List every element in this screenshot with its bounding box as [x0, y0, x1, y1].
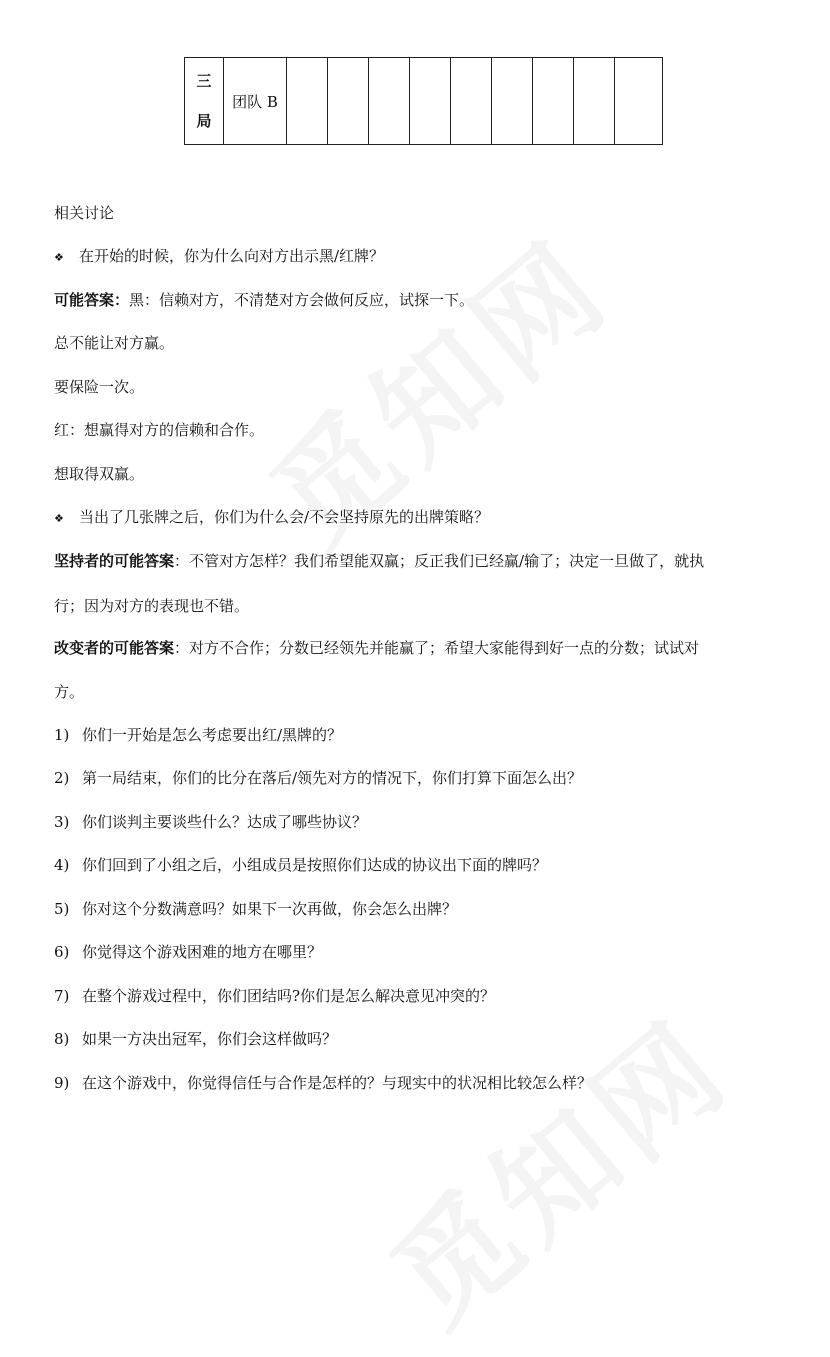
score-cell: [533, 58, 574, 145]
list-number: 5): [54, 900, 70, 918]
list-item: [54, 1073, 592, 1093]
answer-text: ：不管对方怎样？我们希望能双赢；反正我们已经赢/输了；决定一旦做了，就执: [174, 552, 705, 570]
list-number: 8): [54, 1030, 70, 1048]
score-cell: [328, 58, 369, 145]
list-text: 第一局结束，你们的比分在落后/领先对方的情况下，你们打算下面怎么出？: [82, 769, 583, 787]
list-text: 在整个游戏过程中，你们团结吗?你们是怎么解决意见冲突的？: [82, 987, 496, 1005]
score-cell: [615, 58, 663, 145]
answer-line: 行；因为对方的表现也不错。: [54, 597, 250, 615]
score-cell: [492, 58, 533, 145]
answer-line: 总不能让对方赢。: [54, 334, 175, 352]
list-item: [54, 1029, 337, 1049]
answer-text: 黑：信赖对方，不清楚对方会做何反应，试探一下。: [129, 291, 475, 309]
list-text: 你觉得这个游戏困难的地方在哪里？: [82, 943, 323, 961]
list-text: 你们谈判主要谈些什么？达成了哪些协议？: [82, 813, 368, 831]
list-number: 7): [54, 987, 70, 1005]
list-item: [54, 768, 582, 788]
list-number: 3): [54, 813, 70, 831]
list-item: [54, 725, 342, 745]
score-cell: [574, 58, 615, 145]
list-item: [54, 855, 547, 875]
diamond-bullet-icon: ❖: [54, 251, 64, 264]
list-number: 6): [54, 943, 70, 961]
list-number: 1): [54, 726, 70, 744]
answer-line: [54, 638, 699, 658]
answer-line: 要保险一次。: [54, 378, 145, 396]
round-label-char: 三: [196, 72, 212, 90]
answer-line: 红：想赢得对方的信赖和合作。: [54, 421, 265, 439]
list-item: [54, 899, 457, 919]
list-number: 4): [54, 856, 70, 874]
question-text: 在开始的时候，你为什么向对方出示黑/红牌？: [79, 247, 385, 265]
list-text: 你们一开始是怎么考虑要出红/黑牌的？: [82, 726, 343, 744]
team-cell: 团队 B: [224, 58, 287, 145]
list-text: 如果一方决出冠军，你们会这样做吗？: [82, 1030, 338, 1048]
answer-text: ：对方不合作；分数已经领先并能赢了；希望大家能得到好一点的分数；试试对: [174, 639, 700, 657]
question-bullet-2: [54, 507, 489, 529]
section-title: 相关讨论: [54, 204, 115, 222]
question-bullet-1: [54, 246, 384, 268]
list-number: 2): [54, 769, 70, 787]
list-text: 你对这个分数满意吗？如果下一次再做，你会怎么出牌？: [82, 900, 458, 918]
list-number: 9): [54, 1074, 70, 1092]
question-text: 当出了几张牌之后，你们为什么会/不会坚持原先的出牌策略？: [79, 508, 490, 526]
list-item: [54, 942, 322, 962]
list-text: 在这个游戏中，你觉得信任与合作是怎样的？与现实中的状况相比较怎么样？: [82, 1074, 593, 1092]
answer-line: [54, 551, 704, 571]
answer-line: 方。: [54, 683, 85, 701]
list-item: [54, 812, 367, 832]
score-cell: [410, 58, 451, 145]
answer-line: [54, 290, 474, 310]
table-row: [185, 58, 663, 145]
score-cell: [369, 58, 410, 145]
list-item: [54, 986, 495, 1006]
round-label-char: 局: [196, 112, 212, 130]
answer-line: 想取得双赢。: [54, 465, 145, 483]
score-cell: [287, 58, 328, 145]
list-text: 你们回到了小组之后，小组成员是按照你们达成的协议出下面的牌吗？: [82, 856, 548, 874]
diamond-bullet-icon: ❖: [54, 512, 64, 525]
answer-label: 坚持者的可能答案: [54, 552, 175, 570]
round-label-cell: [185, 58, 224, 145]
answer-label: 改变者的可能答案: [54, 639, 175, 657]
score-table: [184, 57, 663, 145]
answer-label: 可能答案：: [54, 291, 130, 309]
watermark-bottom: [350, 975, 759, 1357]
score-cell: [451, 58, 492, 145]
